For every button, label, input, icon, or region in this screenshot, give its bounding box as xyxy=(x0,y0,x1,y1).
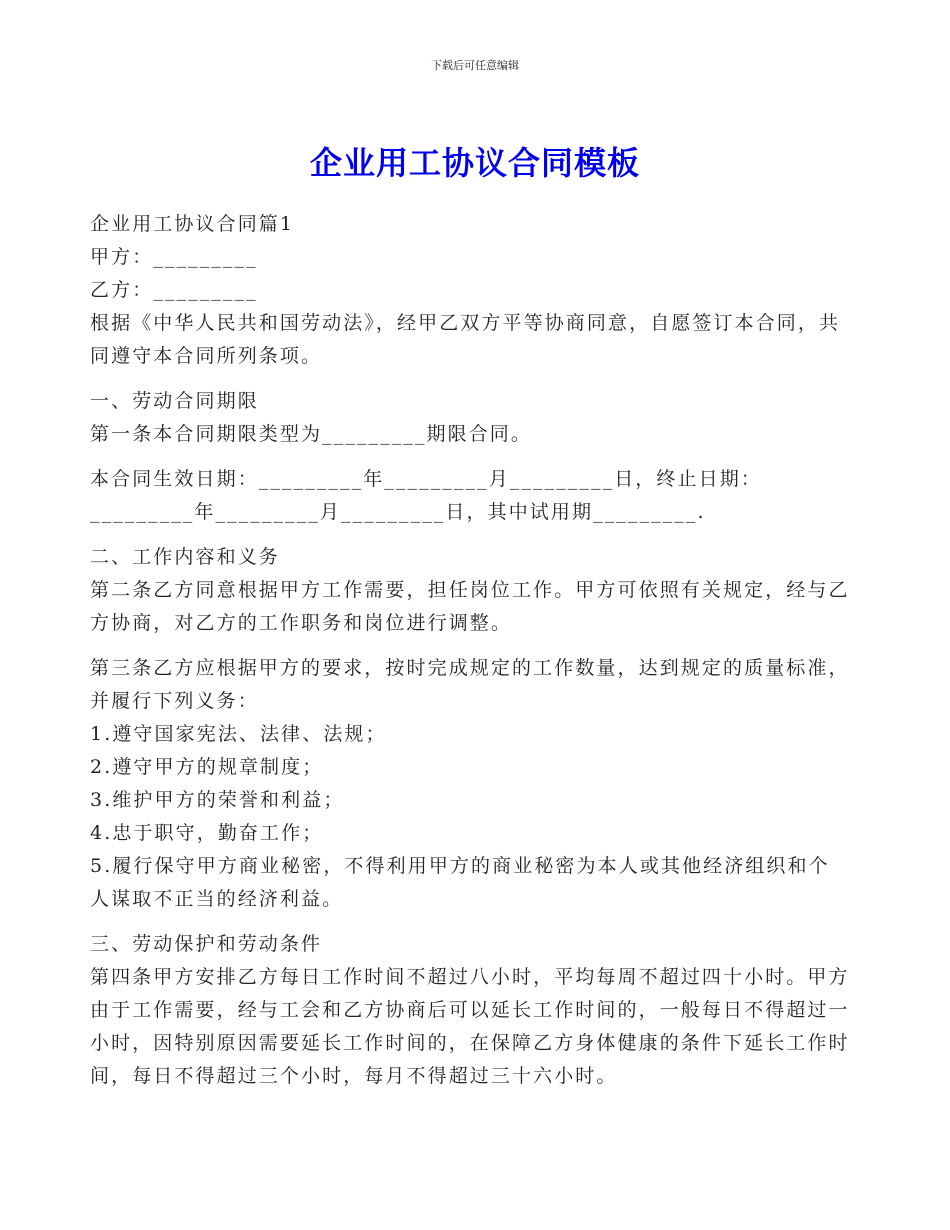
document-title: 企业用工协议合同模板 xyxy=(309,144,640,182)
section-heading: 一、劳动合同期限 xyxy=(90,390,259,412)
section-heading: 三、劳动保护和劳动条件 xyxy=(90,933,323,955)
paragraph: 乙方：_________ xyxy=(90,279,258,301)
paragraph: 第一条本合同期限类型为_________期限合同。 xyxy=(90,423,533,445)
paragraph: 第四条甲方安排乙方每日工作时间不超过八小时，平均每周不超过四十小时。甲方由于工作需要，经与工会和乙方协商后可以延长工作时间的，一般每日不得超过一小时，因特别原因需要延长工作时间的，在保障乙方身体健康的条件下延长工作时间，每日不得超过三个小时，每月不得超过三十六小时。 xyxy=(90,966,850,1087)
list-item: 3.维护甲方的荣誉和利益； xyxy=(90,789,345,811)
paragraph: 第三条乙方应根据甲方的要求，按时完成规定的工作数量，达到规定的质量标准，并履行下列义务： xyxy=(90,657,850,712)
paragraph: 甲方：_________ xyxy=(90,246,258,268)
list-item: 1.遵守国家宪法、法律、法规； xyxy=(90,723,387,745)
header-note: 下载后可任意编辑 xyxy=(431,59,519,72)
paragraph: 本合同生效日期：_________年_________月_________日，终止日期：_________年_________月_________日，其中试用期_________. xyxy=(90,468,762,523)
document-body xyxy=(90,208,850,1093)
list-item: 4.忠于职守，勤奋工作； xyxy=(90,822,324,844)
section-heading: 二、工作内容和义务 xyxy=(90,546,280,568)
paragraph: 根据《中华人民共和国劳动法》，经甲乙双方平等协商同意，自愿签订本合同，共同遵守本合同所列条项。 xyxy=(90,312,841,367)
list-item: 2.遵守甲方的规章制度； xyxy=(90,756,324,778)
paragraph: 第二条乙方同意根据甲方工作需要，担任岗位工作。甲方可依照有关规定，经与乙方协商，对乙方的工作职务和岗位进行调整。 xyxy=(90,579,850,634)
paragraph: 企业用工协议合同篇1 xyxy=(90,213,295,235)
list-item: 5.履行保守甲方商业秘密，不得利用甲方的商业秘密为本人或其他经济组织和个人谋取不正当的经济利益。 xyxy=(90,855,830,910)
